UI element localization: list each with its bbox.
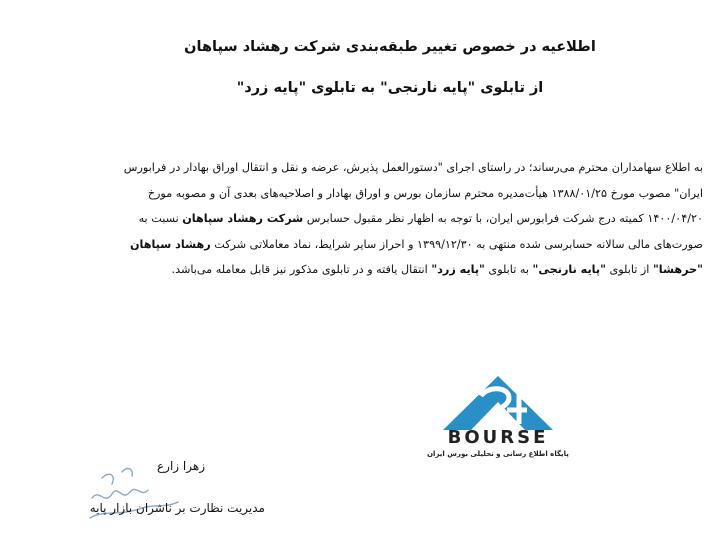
announcement-title: اطلاعیه در خصوص تغییر طبقه‌بندی شرکت رهشاد سپاهان: [184, 39, 596, 55]
body-line-5-text-c: انتقال یافته و در تابلوی مذکور نیز قابل معامله می‌باشد.: [171, 263, 432, 277]
announcement-body: [108, 155, 703, 283]
body-line-4: [108, 232, 703, 258]
body-line-5-text-b: به تابلوی: [484, 263, 533, 277]
bourse-logo: [423, 372, 573, 464]
from-board: "پایه نارنجی": [532, 263, 606, 277]
body-line-3-text: ۱۴۰۰/۰۴/۲۰ کمیته درج شرکت فرابورس ایران، با توجه به اظهار نظر مقبول حسابرس: [303, 212, 703, 226]
logo-tagline: پایگاه اطلاع رسانی و تحلیلی بورس ایران: [427, 450, 569, 458]
body-line-4-text: صورت‌های مالی سالانه حسابرسی شده منتهی به ۱۳۹۹/۱۲/۳۰ و احراز سایر شرایط، نماد معاملاتی شرکت: [210, 237, 703, 251]
body-line-5: [108, 257, 703, 283]
signer-name: زهرا زارع: [157, 459, 205, 473]
announcement-subtitle: از تابلوی "پایه نارنجی" به تابلوی "پایه زرد": [236, 80, 544, 96]
ticker-symbol: "حرهشا": [652, 263, 703, 277]
to-board: "پایه زرد": [431, 263, 485, 277]
bourse-logo-mark: [423, 372, 573, 432]
body-line-3: [108, 206, 703, 232]
signer-department: مدیریت نظارت بر ناشران بازار پایه: [89, 501, 265, 515]
body-line-3-tail: نسبت به: [138, 212, 183, 226]
company-name-bold: شرکت رهشاد سپاهان: [182, 212, 304, 226]
body-line-5-text-a: از تابلوی: [605, 263, 653, 277]
body-line-1: به اطلاع سهامداران محترم می‌رساند؛ در راستای اجرای "دستورالعمل پذیرش، عرضه و نقل و انتقال اوراق بهادار در فرابورس: [123, 161, 703, 174]
body-line-2: ایران" مصوب مورخ ۱۳۸۸/۰۱/۲۵ هیأت‌مدیره محترم سازمان بورس و اوراق بهادار و اصلاحیه‌های بعدی آن و مصوبه مورخ: [147, 186, 703, 200]
logo-wordmark: BOURSE: [447, 427, 549, 448]
company-short-name-bold: رهشاد سپاهان: [129, 237, 211, 251]
